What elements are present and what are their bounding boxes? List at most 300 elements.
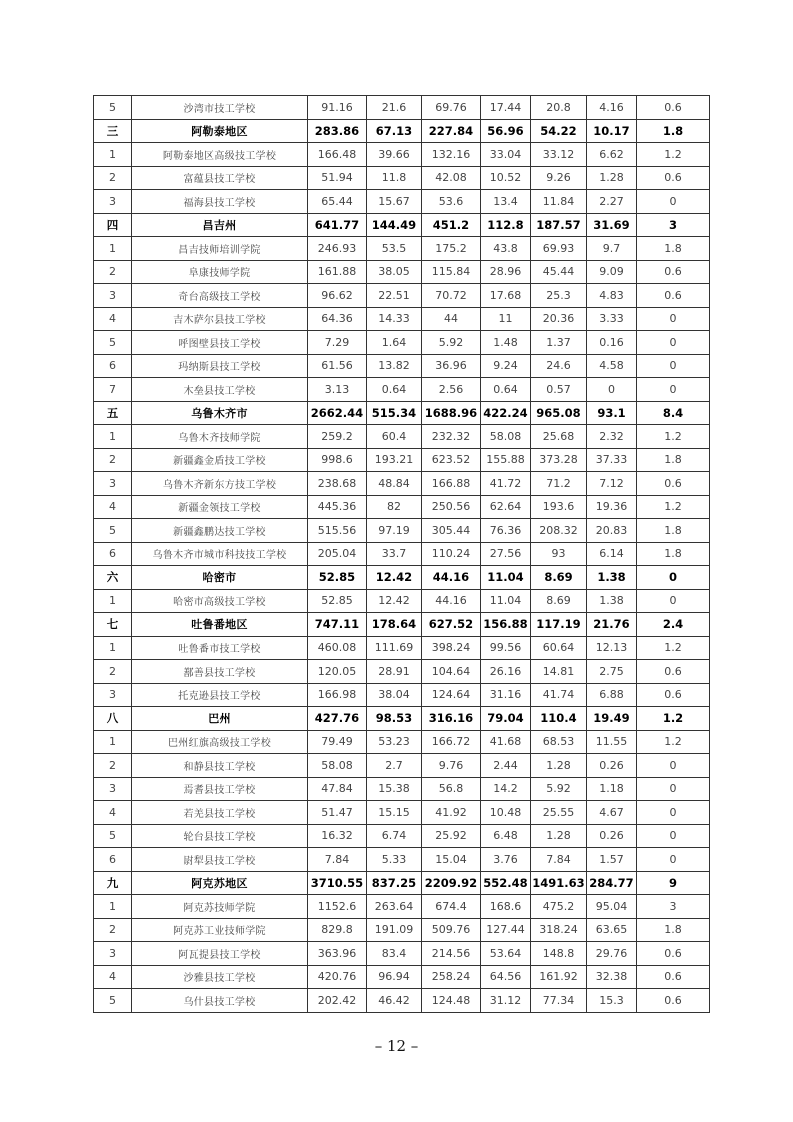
value-cell: 37.33 [587,448,637,472]
value-cell: 61.56 [308,354,367,378]
value-cell: 4.67 [587,801,637,825]
value-cell: 10.17 [587,119,637,143]
row-index: 4 [94,801,132,825]
value-cell: 56.96 [481,119,531,143]
value-cell: 3 [637,213,710,237]
value-cell: 79.04 [481,707,531,731]
value-cell: 5.33 [367,848,422,872]
value-cell: 56.8 [422,777,481,801]
school-name: 哈密市高级技工学校 [132,589,308,613]
value-cell: 111.69 [367,636,422,660]
value-cell: 19.49 [587,707,637,731]
value-cell: 15.38 [367,777,422,801]
value-cell: 623.52 [422,448,481,472]
value-cell: 148.8 [531,942,587,966]
region-name: 阿克苏地区 [132,871,308,895]
value-cell: 175.2 [422,237,481,261]
value-cell: 110.24 [422,542,481,566]
value-cell: 193.21 [367,448,422,472]
value-cell: 0 [637,378,710,402]
value-cell: 168.6 [481,895,531,919]
row-index: 三 [94,119,132,143]
value-cell: 674.4 [422,895,481,919]
value-cell: 1.48 [481,331,531,355]
school-name: 新疆鑫鹏达技工学校 [132,519,308,543]
value-cell: 14.2 [481,777,531,801]
value-cell: 31.12 [481,989,531,1013]
value-cell: 316.16 [422,707,481,731]
school-name: 奇台高级技工学校 [132,284,308,308]
value-cell: 2209.92 [422,871,481,895]
value-cell: 6.62 [587,143,637,167]
value-cell: 1.18 [587,777,637,801]
value-cell: 70.72 [422,284,481,308]
table-row [94,307,710,331]
value-cell: 67.13 [367,119,422,143]
value-cell: 4.16 [587,96,637,120]
table-row [94,519,710,543]
school-name: 阿勒泰地区高级技工学校 [132,143,308,167]
value-cell: 3 [637,895,710,919]
value-cell: 214.56 [422,942,481,966]
value-cell: 1.2 [637,636,710,660]
value-cell: 46.42 [367,989,422,1013]
table-row [94,96,710,120]
value-cell: 3.76 [481,848,531,872]
value-cell: 398.24 [422,636,481,660]
value-cell: 11.55 [587,730,637,754]
value-cell: 25.92 [422,824,481,848]
value-cell: 65.44 [308,190,367,214]
value-cell: 208.32 [531,519,587,543]
value-cell: 0.6 [637,989,710,1013]
value-cell: 76.36 [481,519,531,543]
value-cell: 0 [637,824,710,848]
value-cell: 117.19 [531,613,587,637]
value-cell: 58.08 [481,425,531,449]
row-index: 1 [94,730,132,754]
value-cell: 28.91 [367,660,422,684]
value-cell: 1.28 [531,754,587,778]
table-row [94,425,710,449]
row-index: 九 [94,871,132,895]
value-cell: 2.27 [587,190,637,214]
value-cell: 0.26 [587,824,637,848]
value-cell: 29.76 [587,942,637,966]
value-cell: 0 [637,190,710,214]
value-cell: 1.8 [637,542,710,566]
value-cell: 1.64 [367,331,422,355]
value-cell: 38.04 [367,683,422,707]
value-cell: 124.64 [422,683,481,707]
value-cell: 202.42 [308,989,367,1013]
value-cell: 178.64 [367,613,422,637]
value-cell: 7.12 [587,472,637,496]
value-cell: 12.42 [367,566,422,590]
table-row [94,143,710,167]
value-cell: 8.69 [531,589,587,613]
table-row [94,730,710,754]
value-cell: 191.09 [367,918,422,942]
value-cell: 0 [637,589,710,613]
table-row [94,754,710,778]
value-cell: 44.16 [422,589,481,613]
value-cell: 33.04 [481,143,531,167]
value-cell: 24.6 [531,354,587,378]
value-cell: 15.3 [587,989,637,1013]
value-cell: 10.48 [481,801,531,825]
value-cell: 9 [637,871,710,895]
value-cell: 0.6 [637,260,710,284]
value-cell: 58.08 [308,754,367,778]
value-cell: 9.26 [531,166,587,190]
value-cell: 1.28 [587,166,637,190]
row-index: 4 [94,495,132,519]
value-cell: 39.66 [367,143,422,167]
row-index: 五 [94,401,132,425]
school-name: 阿瓦提县技工学校 [132,942,308,966]
region-name: 吐鲁番地区 [132,613,308,637]
value-cell: 53.23 [367,730,422,754]
value-cell: 33.12 [531,143,587,167]
value-cell: 475.2 [531,895,587,919]
value-cell: 1.8 [637,918,710,942]
value-cell: 36.96 [422,354,481,378]
value-cell: 9.24 [481,354,531,378]
value-cell: 0.6 [637,96,710,120]
value-cell: 144.49 [367,213,422,237]
value-cell: 22.51 [367,284,422,308]
value-cell: 166.88 [422,472,481,496]
value-cell: 38.05 [367,260,422,284]
value-cell: 13.82 [367,354,422,378]
value-cell: 161.88 [308,260,367,284]
value-cell: 8.69 [531,566,587,590]
value-cell: 45.44 [531,260,587,284]
row-index: 4 [94,965,132,989]
value-cell: 6.88 [587,683,637,707]
school-name: 新疆鑫金盾技工学校 [132,448,308,472]
table-row [94,190,710,214]
value-cell: 5.92 [422,331,481,355]
table-row [94,542,710,566]
school-name: 富蕴县技工学校 [132,166,308,190]
value-cell: 26.16 [481,660,531,684]
row-index: 5 [94,331,132,355]
school-name: 焉耆县技工学校 [132,777,308,801]
value-cell: 1.8 [637,119,710,143]
value-cell: 2.56 [422,378,481,402]
row-index: 1 [94,895,132,919]
value-cell: 258.24 [422,965,481,989]
region-row [94,707,710,731]
region-row [94,119,710,143]
table-row [94,472,710,496]
region-row [94,871,710,895]
row-index: 5 [94,519,132,543]
school-name: 乌鲁木齐新东方技工学校 [132,472,308,496]
row-index: 六 [94,566,132,590]
school-name: 阜康技师学院 [132,260,308,284]
value-cell: 373.28 [531,448,587,472]
row-index: 5 [94,824,132,848]
value-cell: 41.74 [531,683,587,707]
value-cell: 14.33 [367,307,422,331]
value-cell: 0.6 [637,965,710,989]
value-cell: 52.85 [308,589,367,613]
table-row [94,331,710,355]
value-cell: 305.44 [422,519,481,543]
value-cell: 641.77 [308,213,367,237]
row-index: 6 [94,542,132,566]
value-cell: 79.49 [308,730,367,754]
region-row [94,401,710,425]
region-name: 巴州 [132,707,308,731]
value-cell: 1.38 [587,566,637,590]
value-cell: 44.16 [422,566,481,590]
value-cell: 363.96 [308,942,367,966]
value-cell: 2.7 [367,754,422,778]
table-row [94,895,710,919]
value-cell: 15.04 [422,848,481,872]
school-name: 轮台县技工学校 [132,824,308,848]
value-cell: 2.75 [587,660,637,684]
school-name: 乌鲁木齐市城市科技技工学校 [132,542,308,566]
table-row [94,636,710,660]
value-cell: 8.4 [637,401,710,425]
value-cell: 127.44 [481,918,531,942]
value-cell: 263.64 [367,895,422,919]
value-cell: 93.1 [587,401,637,425]
value-cell: 1491.63 [531,871,587,895]
value-cell: 747.11 [308,613,367,637]
school-name: 沙雅县技工学校 [132,965,308,989]
row-index: 2 [94,754,132,778]
school-name: 呼图壁县技工学校 [132,331,308,355]
value-cell: 41.72 [481,472,531,496]
row-index: 3 [94,190,132,214]
value-cell: 13.4 [481,190,531,214]
school-name: 乌什县技工学校 [132,989,308,1013]
school-name: 新疆金领技工学校 [132,495,308,519]
value-cell: 0.6 [637,942,710,966]
school-name: 若羌县技工学校 [132,801,308,825]
value-cell: 0.16 [587,331,637,355]
value-cell: 15.67 [367,190,422,214]
funding-table [93,95,710,1013]
value-cell: 69.93 [531,237,587,261]
value-cell: 112.8 [481,213,531,237]
row-index: 3 [94,777,132,801]
school-name: 吉木萨尔县技工学校 [132,307,308,331]
school-name: 巴州红旗高级技工学校 [132,730,308,754]
value-cell: 422.24 [481,401,531,425]
row-index: 2 [94,660,132,684]
table-row [94,989,710,1013]
value-cell: 193.6 [531,495,587,519]
value-cell: 98.53 [367,707,422,731]
value-cell: 25.3 [531,284,587,308]
school-name: 木垒县技工学校 [132,378,308,402]
region-name: 乌鲁木齐市 [132,401,308,425]
value-cell: 15.15 [367,801,422,825]
value-cell: 48.84 [367,472,422,496]
value-cell: 7.29 [308,331,367,355]
value-cell: 95.04 [587,895,637,919]
value-cell: 451.2 [422,213,481,237]
value-cell: 53.5 [367,237,422,261]
school-name: 福海县技工学校 [132,190,308,214]
value-cell: 96.62 [308,284,367,308]
table-body [94,96,710,1013]
value-cell: 6.74 [367,824,422,848]
value-cell: 318.24 [531,918,587,942]
value-cell: 0 [637,754,710,778]
row-index: 2 [94,260,132,284]
value-cell: 64.36 [308,307,367,331]
value-cell: 42.08 [422,166,481,190]
school-name: 阿克苏工业技师学院 [132,918,308,942]
table-row [94,942,710,966]
value-cell: 1.2 [637,425,710,449]
value-cell: 43.8 [481,237,531,261]
value-cell: 9.09 [587,260,637,284]
value-cell: 259.2 [308,425,367,449]
value-cell: 998.6 [308,448,367,472]
value-cell: 0 [637,777,710,801]
value-cell: 4.83 [587,284,637,308]
value-cell: 0 [637,354,710,378]
value-cell: 187.57 [531,213,587,237]
value-cell: 427.76 [308,707,367,731]
value-cell: 104.64 [422,660,481,684]
row-index: 5 [94,96,132,120]
table-row [94,448,710,472]
value-cell: 2662.44 [308,401,367,425]
value-cell: 515.34 [367,401,422,425]
value-cell: 0.6 [637,472,710,496]
value-cell: 515.56 [308,519,367,543]
value-cell: 1152.6 [308,895,367,919]
value-cell: 51.94 [308,166,367,190]
row-index: 四 [94,213,132,237]
value-cell: 11.8 [367,166,422,190]
value-cell: 7.84 [308,848,367,872]
row-index: 1 [94,589,132,613]
value-cell: 11.04 [481,589,531,613]
value-cell: 0 [637,801,710,825]
value-cell: 829.8 [308,918,367,942]
value-cell: 41.68 [481,730,531,754]
value-cell: 232.32 [422,425,481,449]
value-cell: 552.48 [481,871,531,895]
value-cell: 115.84 [422,260,481,284]
row-index: 3 [94,472,132,496]
row-index: 6 [94,848,132,872]
value-cell: 5.92 [531,777,587,801]
value-cell: 1.8 [637,519,710,543]
row-index: 八 [94,707,132,731]
value-cell: 837.25 [367,871,422,895]
row-index: 5 [94,989,132,1013]
value-cell: 19.36 [587,495,637,519]
row-index: 3 [94,942,132,966]
value-cell: 33.7 [367,542,422,566]
value-cell: 1.28 [531,824,587,848]
value-cell: 0.64 [481,378,531,402]
region-row [94,613,710,637]
value-cell: 2.44 [481,754,531,778]
value-cell: 227.84 [422,119,481,143]
value-cell: 69.76 [422,96,481,120]
row-index: 1 [94,143,132,167]
value-cell: 0 [637,307,710,331]
value-cell: 0 [587,378,637,402]
value-cell: 41.92 [422,801,481,825]
table-row [94,284,710,308]
row-index: 2 [94,166,132,190]
value-cell: 20.8 [531,96,587,120]
value-cell: 11 [481,307,531,331]
table-row [94,777,710,801]
value-cell: 1.38 [587,589,637,613]
table-row [94,824,710,848]
value-cell: 1.8 [637,237,710,261]
value-cell: 71.2 [531,472,587,496]
row-index: 2 [94,918,132,942]
value-cell: 12.42 [367,589,422,613]
value-cell: 99.56 [481,636,531,660]
value-cell: 20.36 [531,307,587,331]
value-cell: 124.48 [422,989,481,1013]
value-cell: 21.6 [367,96,422,120]
value-cell: 21.76 [587,613,637,637]
table-row [94,683,710,707]
value-cell: 60.64 [531,636,587,660]
row-index: 3 [94,683,132,707]
school-name: 玛纳斯县技工学校 [132,354,308,378]
value-cell: 246.93 [308,237,367,261]
value-cell: 6.14 [587,542,637,566]
school-name: 吐鲁番市技工学校 [132,636,308,660]
value-cell: 62.64 [481,495,531,519]
table-row [94,801,710,825]
value-cell: 132.16 [422,143,481,167]
value-cell: 0.64 [367,378,422,402]
value-cell: 9.76 [422,754,481,778]
table-row [94,495,710,519]
value-cell: 27.56 [481,542,531,566]
row-index: 1 [94,237,132,261]
value-cell: 166.48 [308,143,367,167]
value-cell: 1.8 [637,448,710,472]
value-cell: 0.57 [531,378,587,402]
row-index: 6 [94,354,132,378]
page-number: – 12 – [374,1037,419,1055]
value-cell: 6.48 [481,824,531,848]
value-cell: 627.52 [422,613,481,637]
table-row [94,260,710,284]
value-cell: 284.77 [587,871,637,895]
table-row [94,589,710,613]
value-cell: 64.56 [481,965,531,989]
table-row [94,378,710,402]
table-row [94,237,710,261]
school-name: 阿克苏技师学院 [132,895,308,919]
table-row [94,354,710,378]
value-cell: 0 [637,331,710,355]
value-cell: 91.16 [308,96,367,120]
